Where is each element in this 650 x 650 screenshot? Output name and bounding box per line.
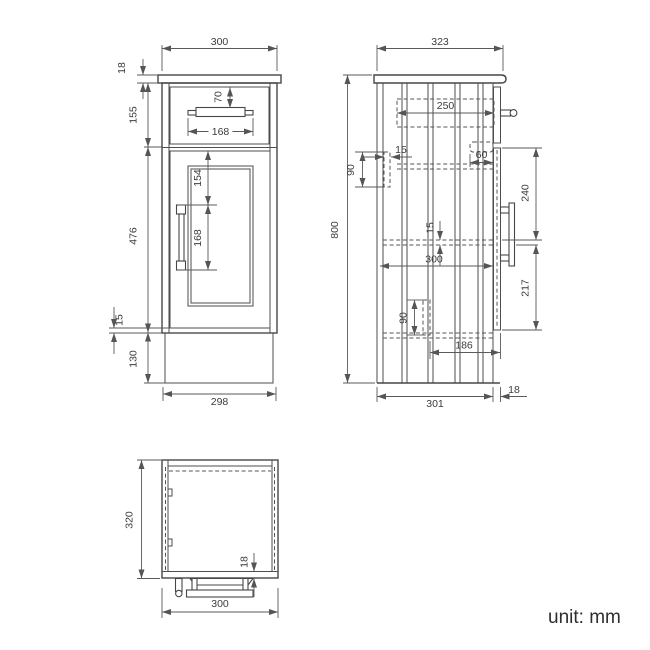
front-countertop [158, 75, 281, 83]
front-top-width-label: 300 [210, 36, 229, 48]
front-plinth-height-label: 130 [127, 350, 140, 368]
side-back-rail-hidden [384, 152, 390, 187]
front-door-handle-offset-label: 154 [192, 169, 204, 187]
front-drawer-handle-offset-label: 70 [212, 91, 225, 103]
front-door-handle [177, 205, 186, 270]
plan-door-thickness-label: 18 [238, 556, 251, 568]
side-drawer-handle [501, 110, 517, 117]
plan-door-handle [187, 579, 254, 598]
front-counter-thickness-label: 18 [116, 62, 128, 74]
side-view [329, 36, 542, 410]
side-total-height-label: 800 [329, 221, 341, 239]
front-drawer-height-label: 155 [127, 106, 140, 124]
side-bottom-rail-hidden [423, 300, 430, 335]
front-view [109, 36, 281, 408]
side-countertop [374, 75, 506, 83]
side-handle-top-offset-label: 240 [519, 184, 532, 202]
side-door-thickness-label: 18 [508, 384, 520, 396]
plan-carcass [162, 460, 278, 578]
plan-hinge-plate-bottom [168, 539, 172, 546]
side-back-rail-height-label: 90 [345, 164, 357, 176]
plan-hinge-plate-top [168, 489, 172, 496]
front-drawer-handle-width-label: 168 [211, 125, 230, 138]
side-bottom-rail-height-label: 90 [397, 312, 410, 324]
front-plinth [165, 333, 273, 383]
side-drawer-depth-label: 250 [436, 100, 455, 112]
front-drawer-handle [188, 108, 253, 117]
side-drawer-front [494, 87, 501, 143]
front-structure [158, 75, 281, 383]
plan-depth-label: 320 [123, 511, 136, 529]
unit-label: unit: mm [548, 607, 621, 628]
plan-structure [162, 460, 278, 597]
front-bottom-width-label: 298 [210, 396, 229, 408]
side-bottom-clearance-label: 186 [455, 339, 473, 352]
side-front-rail-width-label: 60 [475, 149, 488, 161]
plan-hinge-pin [176, 579, 183, 597]
front-door-handle-length-label: 168 [192, 229, 204, 247]
front-dimensions [109, 36, 277, 408]
front-gap-label: 15 [113, 314, 126, 326]
side-shelf-depth-label: 300 [425, 253, 443, 266]
side-back-rail-thickness-label: 15 [395, 144, 407, 156]
side-handle-bottom-offset-label: 217 [519, 279, 532, 297]
side-body-depth-label: 301 [426, 398, 444, 410]
front-door [170, 151, 270, 328]
plan-width-label: 300 [211, 598, 229, 610]
front-door-height-label: 476 [127, 227, 140, 245]
side-shelf-thickness-label: 15 [424, 222, 437, 234]
side-structure [374, 75, 517, 383]
side-top-depth-label: 323 [431, 36, 449, 48]
side-door-handle [501, 203, 515, 266]
plan-view [124, 460, 279, 618]
